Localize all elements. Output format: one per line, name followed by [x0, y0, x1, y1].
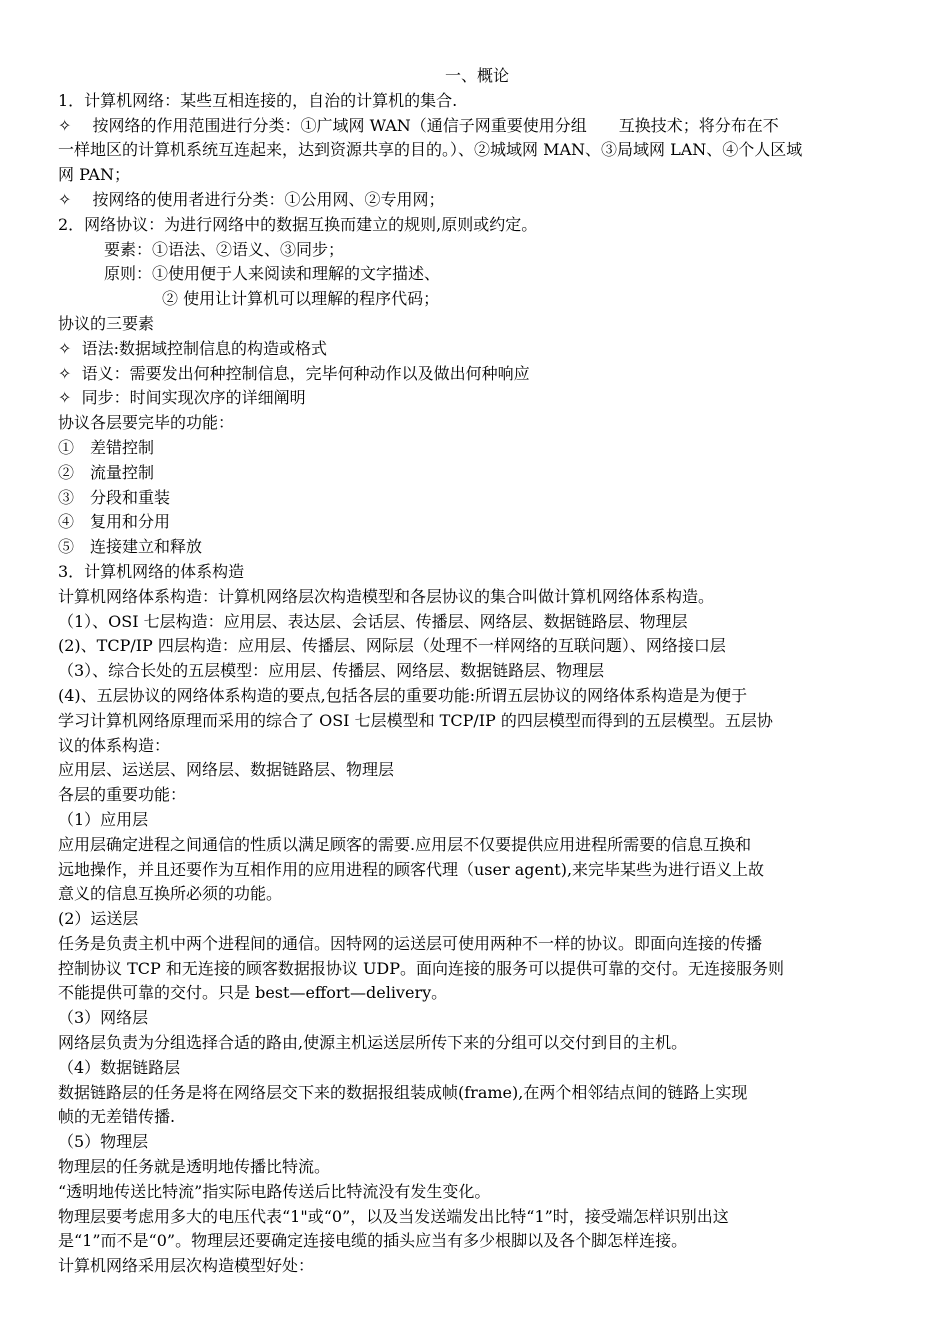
paragraph-line: （1）应用层: [58, 809, 149, 829]
bullet-line: ✧ 按网络的作用范围进行分类：①广域网 WAN（通信子网重要使用分组 互换技术；将分布在不: [58, 115, 779, 135]
paragraph-line: 物理层要考虑用多大的电压代表“1"或“0”，以及当发送端发出比特“1”时，接受端怎样识别出这: [58, 1206, 729, 1226]
paragraph-line: “透明地传送比特流”指实际电路传送后比特流没有发生变化。: [58, 1181, 491, 1201]
bullet-line: ✧ 同步：时间实现次序的详细阐明: [58, 388, 306, 408]
paragraph-line: 应用层、运送层、网络层、数据链路层、物理层: [58, 760, 395, 780]
paragraph-line: 是“1”而不是“0”。物理层还要确定连接电缆的插头应当有多少根脚以及各个脚怎样连接。: [58, 1231, 688, 1251]
paragraph-line: 不能提供可靠的交付。只是 best—effort—delivery。: [58, 983, 448, 1003]
document-page: [58, 64, 896, 1279]
paragraph-line: 应用层确定进程之间通信的性质以满足顾客的需要.应用层不仅要提供应用进程所需要的信息互换和: [58, 834, 752, 854]
paragraph-line: （1）、OSI 七层构造：应用层、表达层、会话层、传播层、网络层、数据链路层、物理层: [58, 611, 688, 631]
paragraph-line: 控制协议 TCP 和无连接的顾客数据报协议 UDP。面向连接的服务可以提供可靠的交付。无连接服务则: [58, 958, 785, 978]
paragraph-line: 意义的信息互换所必须的功能。: [58, 884, 283, 904]
paragraph-line: 计算机网络采用层次构造模型好处：: [58, 1256, 315, 1276]
numbered-item: ④ 复用和分用: [58, 512, 171, 532]
paragraph-line: (2)、TCP/IP 四层构造：应用层、传播层、网际层（处理不一样网络的互联问题）、网络接口层: [58, 636, 726, 656]
numbered-item: ② 流量控制: [58, 462, 155, 482]
paragraph-line: （5）物理层: [58, 1132, 149, 1152]
bullet-line: ✧ 按网络的使用者进行分类：①公用网、②专用网；: [58, 189, 445, 209]
numbered-item: ③ 分段和重装: [58, 487, 171, 507]
paragraph-line: 数据链路层的任务是将在网络层交下来的数据报组装成帧(frame),在两个相邻结点间的链路上实现: [58, 1082, 748, 1102]
paragraph-line: 各层的重要功能：: [58, 785, 187, 805]
paragraph-line: 网 PAN；: [58, 165, 130, 185]
paragraph-line: （3）网络层: [58, 1008, 149, 1028]
paragraph-line: 任务是负责主机中两个进程间的通信。因特网的运送层可使用两种不一样的协议。即面向连接的传播: [58, 933, 763, 953]
paragraph-line: 议的体系构造：: [58, 735, 171, 755]
paragraph-line: 协议的三要素: [58, 313, 155, 333]
indented-line: 原则：①使用便于人来阅读和理解的文字描述、: [104, 264, 441, 284]
indented-line: 要素：①语法、②语义、③同步；: [104, 239, 345, 259]
paragraph-line: (4)、五层协议的网络体系构造的要点,包括各层的重要功能:所谓五层协议的网络体系构造是为便于: [58, 685, 748, 705]
paragraph-line: 协议各层要完毕的功能：: [58, 413, 235, 433]
paragraph-line: 物理层的任务就是透明地传播比特流。: [58, 1157, 331, 1177]
paragraph-line: 1．计算机网络：某些互相连接的，自治的计算机的集合.: [58, 90, 458, 110]
indented-line: ② 使用让计算机可以理解的程序代码；: [162, 289, 440, 309]
paragraph-line: （4）数据链路层: [58, 1057, 181, 1077]
paragraph-line: 一样地区的计算机系统互连起来，达到资源共享的目的。）、②城域网 MAN、③局域网 LAN、④个人区域: [58, 140, 803, 160]
paragraph-line: （3）、综合长处的五层模型：应用层、传播层、网络层、数据链路层、物理层: [58, 661, 605, 681]
paragraph-line: 帧的无差错传播.: [58, 1107, 176, 1127]
bullet-line: ✧ 语法:数据域控制信息的构造或格式: [58, 338, 327, 358]
paragraph-line: 计算机网络体系构造：计算机网络层次构造模型和各层协议的集合叫做计算机网络体系构造。: [58, 586, 715, 606]
paragraph-line: 网络层负责为分组选择合适的路由,使源主机运送层所传下来的分组可以交付到目的主机。: [58, 1033, 688, 1053]
paragraph-line: 学习计算机网络原理而采用的综合了 OSI 七层模型和 TCP/IP 的四层模型而得到的五层模型。五层协: [58, 710, 773, 730]
section-title: 一、概论: [444, 66, 509, 85]
paragraph-line: (2）运送层: [58, 909, 139, 929]
paragraph-line: 3．计算机网络的体系构造: [58, 561, 245, 581]
bullet-line: ✧ 语义：需要发出何种控制信息，完毕何种动作以及做出何种响应: [58, 363, 530, 383]
paragraph-line: 2．网络协议：为进行网络中的数据互换而建立的规则,原则或约定。: [58, 214, 538, 234]
numbered-item: ⑤ 连接建立和释放: [58, 537, 203, 557]
paragraph-line: 远地操作，并且还要作为互相作用的应用进程的顾客代理（user agent),来完毕某些为进行语义上故: [58, 859, 765, 879]
numbered-item: ① 差错控制: [58, 437, 155, 457]
